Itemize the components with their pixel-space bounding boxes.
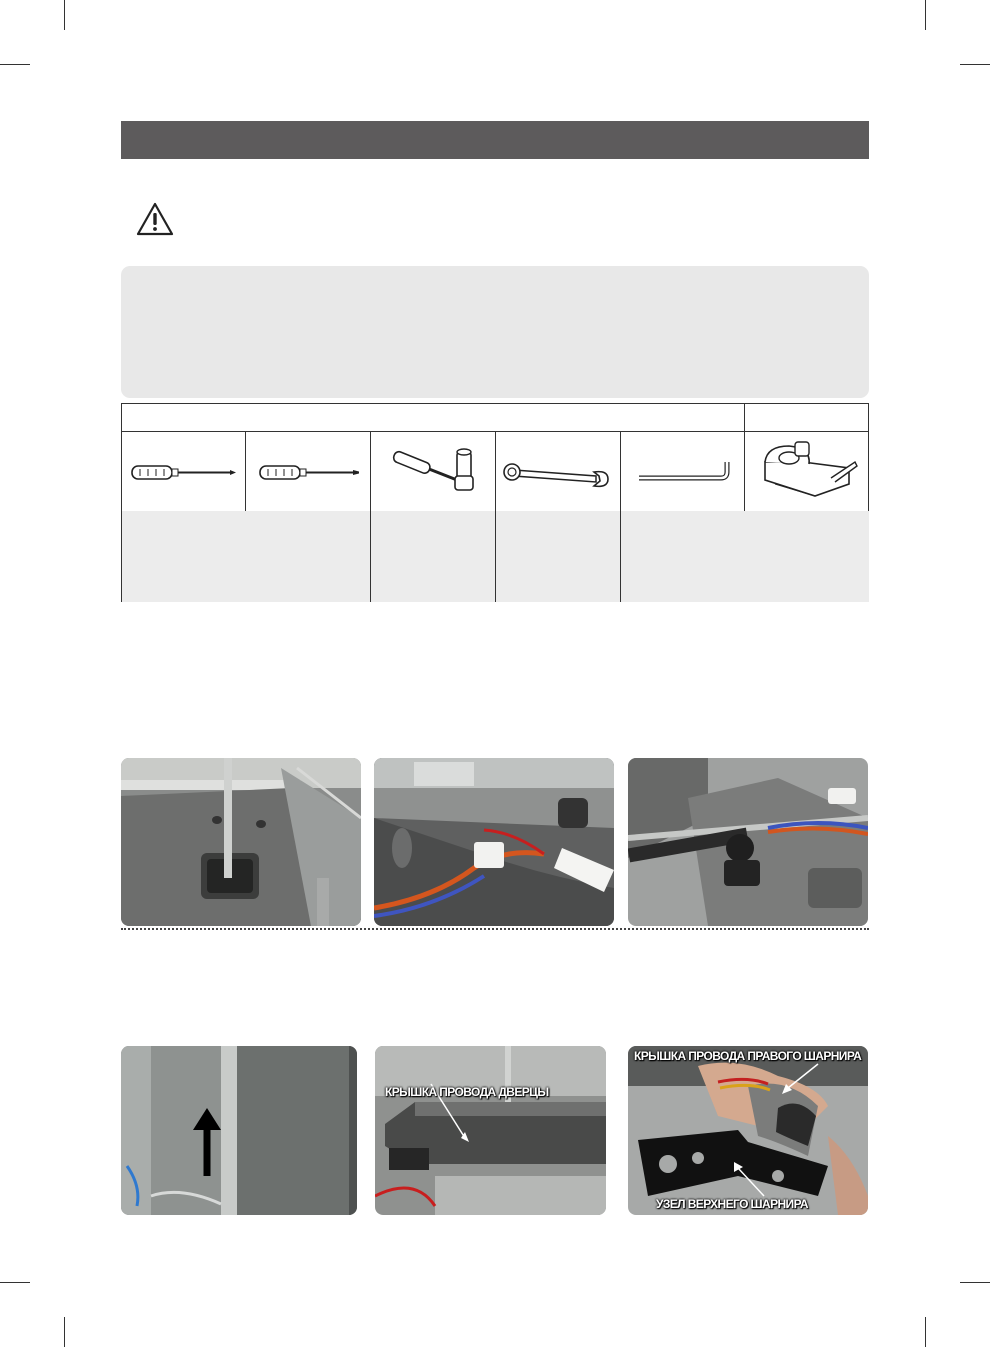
combination-wrench-icon [496,432,620,511]
crop-mark [0,1282,30,1283]
socket-wrench-icon [371,432,495,511]
photo-hinge-cover-screw [121,758,361,926]
warning-icon [136,202,174,236]
section-header-bar [121,121,869,159]
tool-cell [621,432,745,602]
photo-wire-connector [374,758,614,926]
photo-hinge-assembly [628,1046,868,1215]
tool-cell [246,432,370,602]
tool-cell [122,432,246,602]
parts-header [744,404,868,432]
part-cell [745,432,869,602]
phillips-screwdriver-icon [122,432,246,511]
section-divider [121,928,869,930]
crop-mark [960,64,990,65]
tool-cell [496,432,620,602]
tools-header [122,404,744,432]
tools-table [121,403,869,602]
caption-right-hinge-wire-cover: КРЫШКА ПРОВОДА ПРАВОГО ШАРНИРА [634,1049,862,1063]
tool-cell [371,432,495,602]
crop-mark [64,1317,65,1347]
photo-door-wire-cover [375,1046,606,1215]
crop-mark [64,0,65,30]
caption-upper-hinge-assembly: УЗЕЛ ВЕРХНЕГО ШАРНИРА [656,1197,808,1211]
caption-door-wire-cover: КРЫШКА ПРОВОДА ДВЕРЦЫ [385,1085,549,1099]
hinge-part-icon [745,432,869,511]
crop-mark [925,1317,926,1347]
flat-screwdriver-icon [246,432,370,511]
photo-hinge-wrench [628,758,868,926]
photo-lift-door [121,1046,357,1215]
crop-mark [960,1282,990,1283]
notice-box [121,266,869,398]
crop-mark [0,64,30,65]
crop-mark [925,0,926,30]
hex-key-icon [621,432,745,511]
